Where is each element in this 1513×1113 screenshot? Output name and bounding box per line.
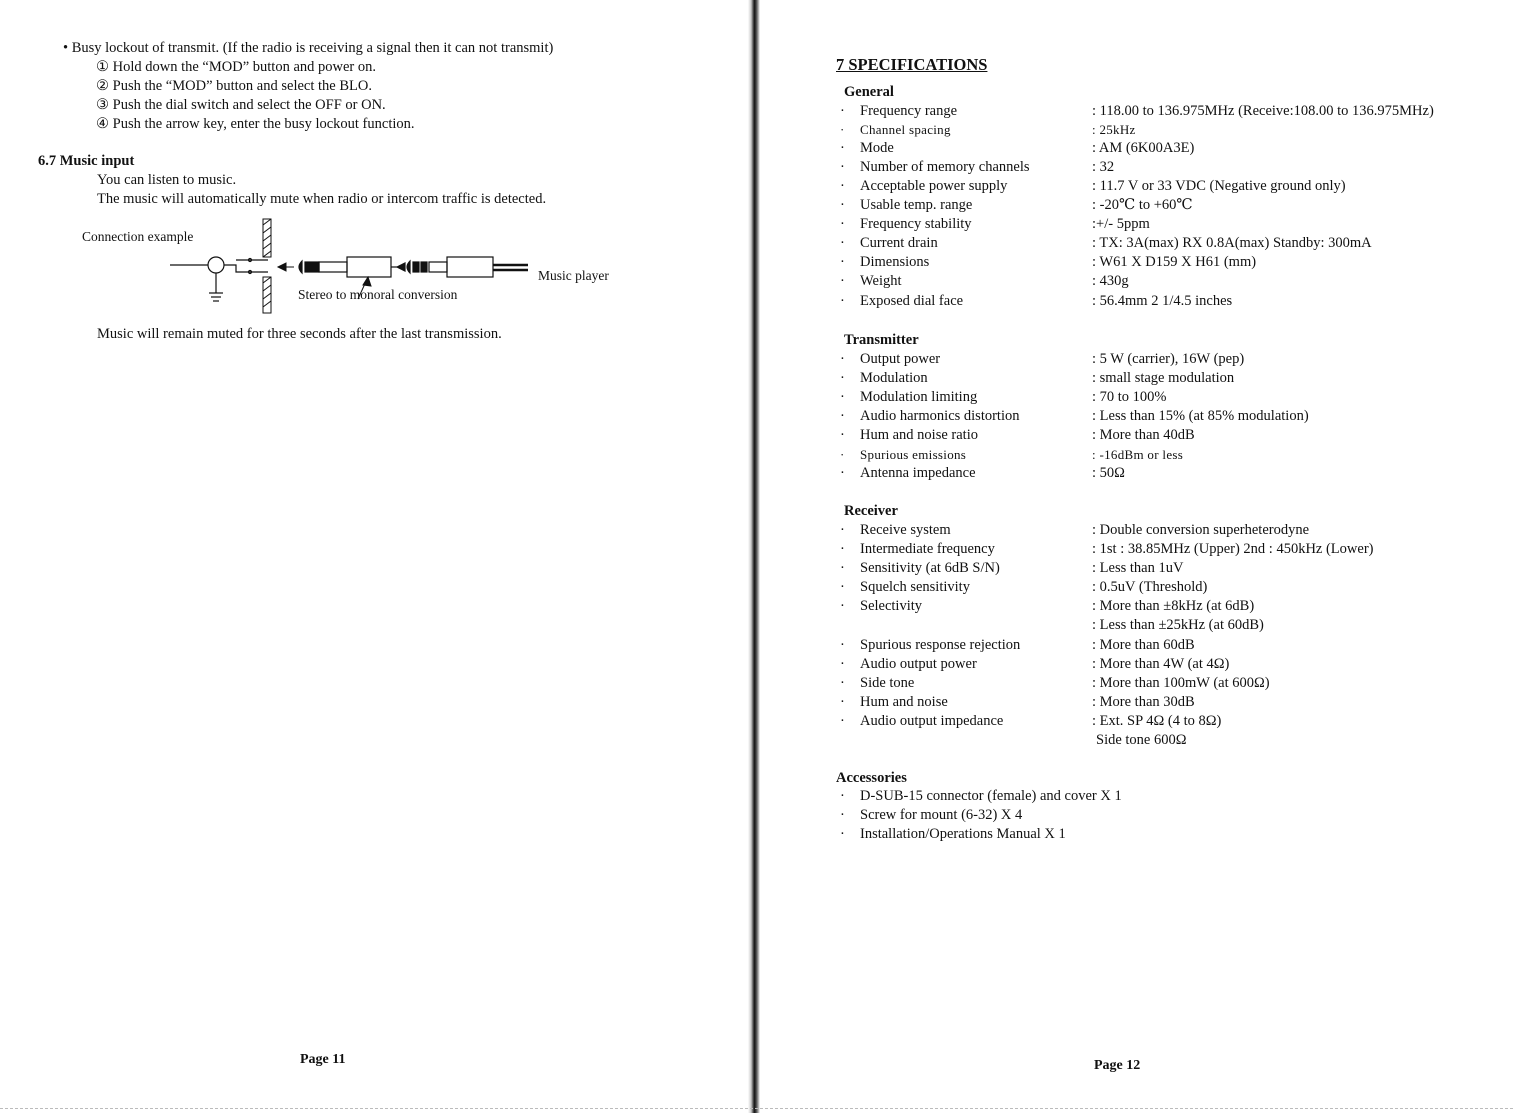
music-input-line: You can listen to music. bbox=[97, 172, 237, 188]
receiver-heading: Receiver bbox=[844, 503, 898, 519]
busy-lockout-step: ① Hold down the “MOD” button and power on. bbox=[96, 59, 376, 75]
busy-lockout-step: ④ Push the arrow key, enter the busy lockout function. bbox=[96, 116, 415, 132]
busy-lockout-step: ③ Push the dial switch and select the OFF or ON. bbox=[96, 97, 386, 113]
general-heading: General bbox=[844, 84, 894, 100]
page-number: Page 12 bbox=[1094, 1058, 1141, 1073]
busy-lockout-step: ② Push the “MOD” button and select the BLO. bbox=[96, 78, 372, 94]
music-input-heading: 6.7 Music input bbox=[38, 153, 135, 169]
page-bottom-edge bbox=[0, 1108, 1513, 1109]
right-page: 7 SPECIFICATIONS General · Frequency range : 118.00 to 136.975MHz (Receive:108.00 to 136.975MHz) · Channel spacing : 25kHz · Mode : AM (6K00A3E) · Number of memory channels : 32 · Acceptable power supply : 11.7 V or 33 VDC (Negative ground only) · Usable temp. range : -20℃ to +60℃ · Frequency stability :+/- 5ppm · Current drain : TX: 3A(max) RX 0.8A(max) Standby: 300mA · Dimensions : W61 X D159 X H61 (mm) · Weight : 430g · Exposed dial face : 56.4mm 2 1/4.5 inches Transmitter · Output power : 5 W (carrier), 16W (pep) · Modulation : small stage modulation · Modulation limiting : 70 to 100% · Audio harmonics distortion : Less than 15% (at 85% modulation) · Hum and noise ratio : More than 40dB · Spurious emissions : -16dBm or less · Antenna impedance : 50Ω Receiver · Receive system : Double conversion superheterodyne · Intermediate frequency : 1st : 38.85MHz (Upper) 2nd : 450kHz (Lower) · Sensitivity (at 6dB S/N) : Less than 1uV · Squelch sensitivity : 0.5uV (Threshold) · Selectivity : More than ±8kHz (at 6dB) : Less than ±25kHz (at 60dB) · Spurious response rejection : More than 60dB · Audio output power : More than 4W (at 4Ω) · Side tone : More than 100mW (at 600Ω) · Hum and noise : More than 30dB · Audio output impedance : Ext. SP 4Ω (4 to 8Ω) Side tone 600Ω Accessories · D-SUB-15 connector (female) and cover X 1 · Screw for mount (6-32) X 4 · Installation/Operations Manual X 1 Page 12 bbox=[836, 55, 1434, 1073]
plug-adapter bbox=[299, 257, 528, 277]
accessories-heading: Accessories bbox=[836, 770, 907, 786]
music-mute-note: Music will remain muted for three seconds after the last transmission. bbox=[97, 326, 502, 342]
page-number: Page 11 bbox=[300, 1052, 346, 1067]
busy-lockout-title: • Busy lockout of transmit. (If the radio is receiving a signal then it can not transmit) bbox=[63, 40, 554, 56]
connection-example-label: Connection example bbox=[82, 229, 194, 244]
music-player-label: Music player bbox=[538, 268, 609, 283]
conversion-label: Stereo to monoral conversion bbox=[298, 287, 458, 302]
music-input-line: The music will automatically mute when radio or intercom traffic is detected. bbox=[97, 191, 547, 207]
panel-lower-block bbox=[263, 277, 271, 313]
panel-upper-block bbox=[263, 219, 271, 257]
book-spine bbox=[748, 0, 760, 1113]
arrow-left bbox=[278, 263, 294, 271]
specifications-title: 7 SPECIFICATIONS bbox=[836, 55, 988, 74]
jack-symbol bbox=[170, 257, 268, 301]
transmitter-heading: Transmitter bbox=[844, 332, 919, 348]
left-page bbox=[0, 0, 750, 1113]
